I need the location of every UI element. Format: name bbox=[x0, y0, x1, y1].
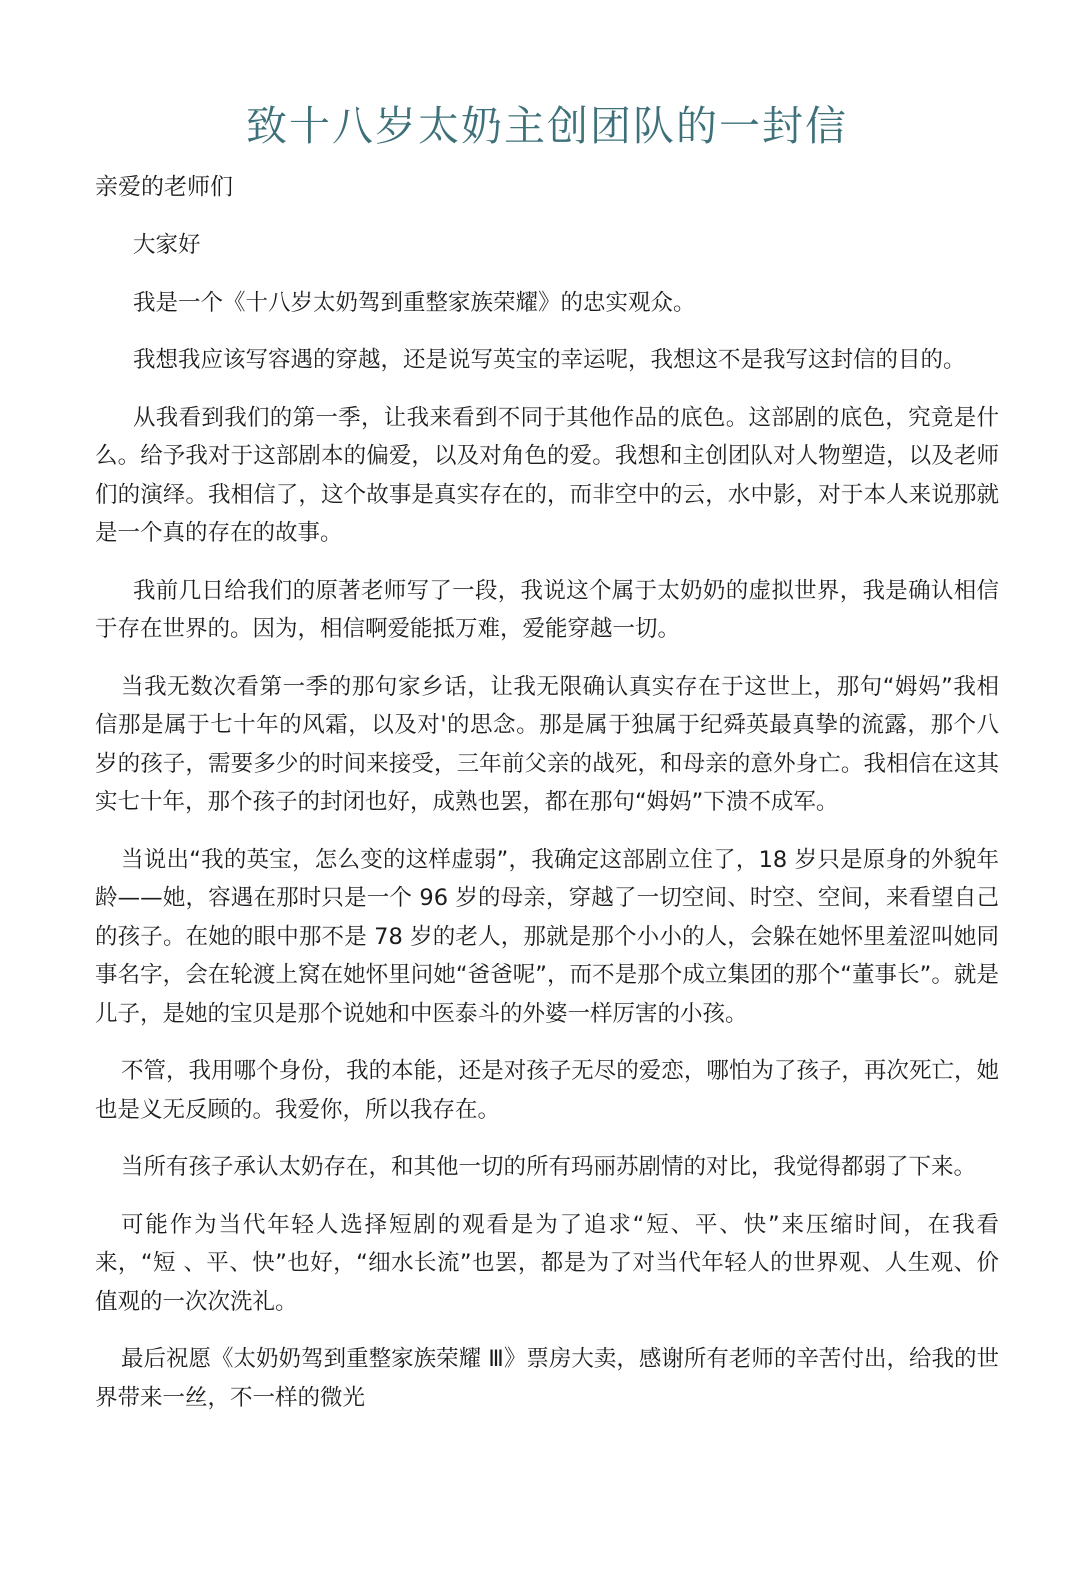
paragraph: 从我看到我们的第一季，让我来看到不同于其他作品的底色。这部剧的底色，究竟是什么。给予我对于这部剧本的偏爱，以及对角色的爱。我想和主创团队对人物塑造，以及老师们的演绎。我相信了，这个故事是真实存在的，而非空中的云，水中影，对于本人来说那就是一个真的存在的故事。 bbox=[95, 404, 999, 546]
paragraph: 我是一个《十八岁太奶驾到重整家族荣耀》的忠实观众。 bbox=[133, 289, 696, 316]
paragraph: 最后祝愿《太奶奶驾到重整家族荣耀 Ⅲ》票房大卖，感谢所有老师的辛苦付出，给我的世界带来一丝，不一样的微光 bbox=[95, 1346, 999, 1411]
paragraph: 我前几日给我们的原著老师写了一段，我说这个属于太奶奶的虚拟世界，我是确认相信于存在世界的。因为，相信啊爱能抵万难，爱能穿越一切。 bbox=[95, 577, 999, 642]
paragraph: 当我无数次看第一季的那句家乡话，让我无限确认真实存在于这世上，那句“姆妈”我相信那是属于七十年的风霜，以及对'的思念。那是属于独属于纪舜英最真挚的流露，那个八岁的孩子，需要多少的时间来接受，三年前父亲的战死，和母亲的意外身亡。我相信在这其实七十年，那个孩子的封闭也好，成熟也罢，都在那句“姆妈”下溃不成军。 bbox=[95, 673, 999, 815]
salutation: 亲爱的老师们 bbox=[95, 174, 233, 200]
paragraph: 不管，我用哪个身份，我的本能，还是对孩子无尽的爱恋，哪怕为了孩子，再次死亡，她也是义无反顾的。我爱你，所以我存在。 bbox=[95, 1058, 999, 1123]
letter-title: 致十八岁太奶主创团队的一封信 bbox=[246, 102, 848, 150]
paragraph: 当说出“我的英宝，怎么变的这样虚弱”，我确定这部剧立住了，18 岁只是原身的外貌年龄——她，容遇在那时只是一个 96 岁的母亲，穿越了一切空间、时空、空间，来看望自己的孩子。在她的眼中那不是 78 岁的老人，那就是那个小小的人，会躲在她怀里羞涩叫她同事名字，会在轮渡上窝在她怀里问她“爸爸呢”，而不是那个成立集团的那个“董事长”。就是儿子，是她的宝贝是那个说她和中医泰斗的外婆一样厉害的小孩。 bbox=[95, 846, 999, 1027]
paragraph: 大家好 bbox=[133, 232, 201, 258]
paragraph: 当所有孩子承认太奶存在，和其他一切的所有玛丽苏剧情的对比，我觉得都弱了下来。 bbox=[121, 1154, 977, 1180]
paragraph: 我想我应该写容遇的穿越，还是说写英宝的幸运呢，我想这不是我写这封信的目的。 bbox=[133, 347, 966, 373]
paragraph: 可能作为当代年轻人选择短剧的观看是为了追求“短、平、快”来压缩时间，在我看来，“短 、平、快”也好，“细水长流”也罢，都是为了对当代年轻人的世界观、人生观、价值观的一次次洗礼。 bbox=[95, 1211, 999, 1315]
